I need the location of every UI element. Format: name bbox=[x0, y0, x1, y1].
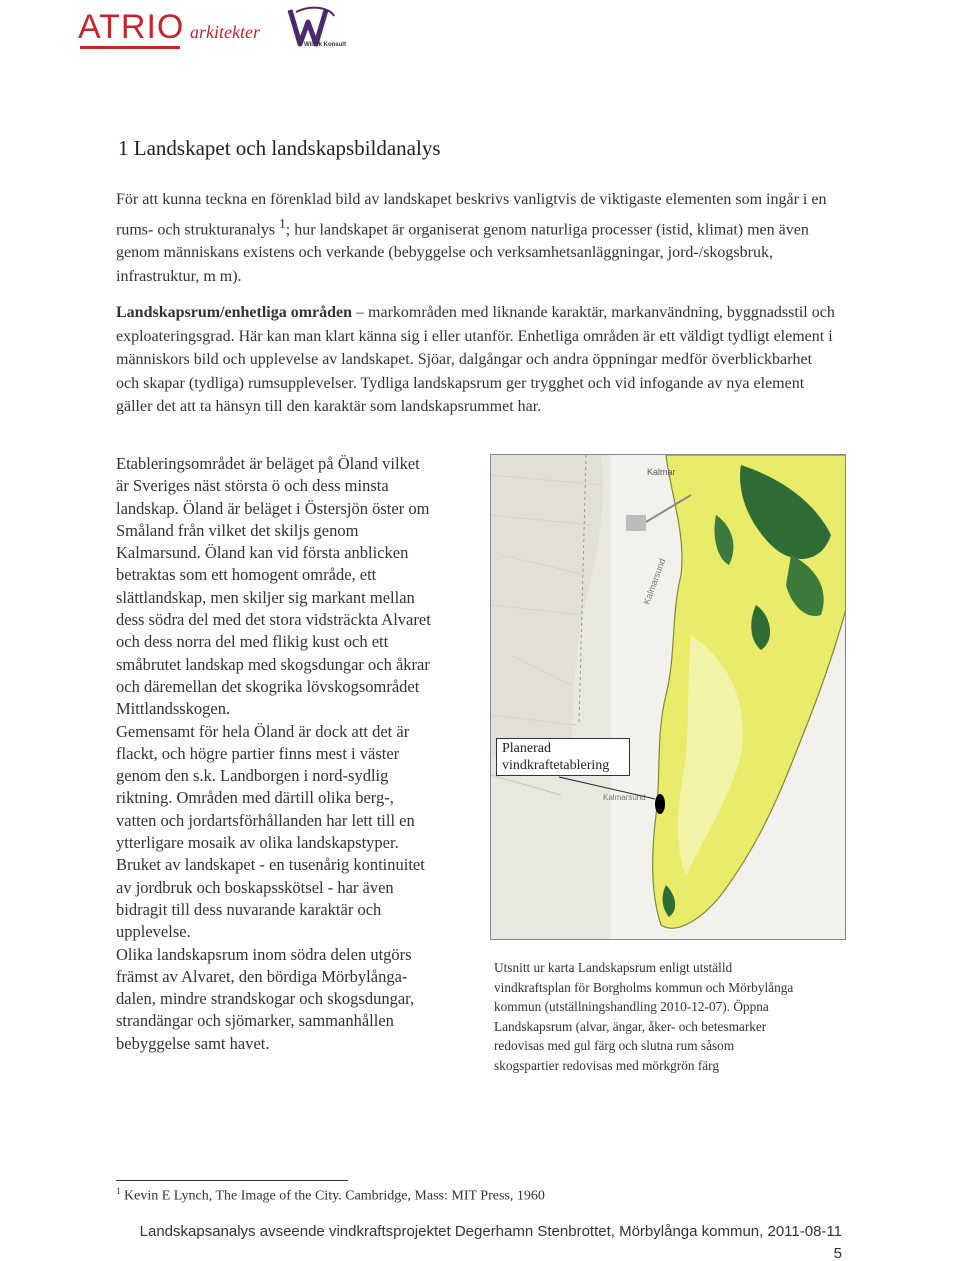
landskapsrum-paragraph: Landskapsrum/enhetliga områden – markområden med liknande karaktär, markanvändning, byggnadsstil och exploateringsgrad. Här kan man klart känna sig i eller utanför. Enhetliga områden är ett väldigt tydligt element i människors bild och upplevelse av landskapet. Sjöar, dalgångar och andra öppningar medför överblickbarhet och skapar (tydliga) rumsupplevelser. Tydliga landskapsrum ger trygghet och vid infogande av nya element gäller det att ta hänsyn till den karaktär som landskapsrummet har. bbox=[116, 304, 835, 415]
site-marker bbox=[655, 794, 665, 814]
map-callout: Planerad vindkraftetablering bbox=[496, 738, 630, 776]
kalmar-town bbox=[626, 515, 646, 531]
page-footer: Landskapsanalys avseende vindkraftsprojektet Degerhamn Stenbrottet, Mörbylånga kommun, 2011-08-11 bbox=[139, 1223, 842, 1240]
intro-paragraph: För att kunna teckna en förenklad bild av landskapet beskrivs vanligtvis de viktigaste elementen som ingår i en rums- och strukturanalys $^1$; hur landskapet är organiserat genom naturliga processer (istid, klimat) men även genom människans existens och verkande (bebyggelse och verksamhetsanläggningar, jord-/skogsbruk, infrastruktur, m m). bbox=[116, 191, 827, 285]
footnote-rule bbox=[116, 1180, 348, 1181]
section-title: 1 Landskapet och landskapsbildanalys bbox=[118, 136, 441, 160]
atrio-logo-underline bbox=[80, 46, 180, 49]
atrio-logo-subtitle: arkitekter bbox=[190, 22, 260, 42]
page-number: 5 bbox=[833, 1245, 842, 1261]
wilark-logo-text: Wilark Konsult bbox=[304, 42, 346, 48]
atrio-logo: ATRIO bbox=[78, 8, 184, 47]
footnote-reference: 1 bbox=[279, 215, 286, 231]
header-logos bbox=[78, 6, 368, 54]
label-kalmar: Kalmar bbox=[647, 467, 676, 477]
footnote: $^1$ Kevin E Lynch, The Image of the City. Cambridge, Mass: MIT Press, 1960 bbox=[116, 1186, 545, 1204]
label-kalmarsund: Kalmarsund bbox=[641, 557, 668, 606]
label-kalmarsund-south: Kalmarsund bbox=[603, 793, 646, 802]
map-graphic bbox=[491, 455, 846, 940]
oland-description: Etableringsområdet är beläget på Öland vilket är Sveriges näst största ö och dess minsta landskap. Öland är beläget i Östersjön öster om Småland från vilket det skiljs genom Kalmarsund. Öland kan vid första anblicken betraktas som ett homogent område, ett slättlandskap, men skiljer sig markant mellan dess södra del med det stora vidsträckta Alvaret och dess norra del med flikig kust och ett småbrutet landskap med skogsdungar och åkrar och däremellan det skogrika lövskogsområdet Mittlandsskogen. Gemensamt för hela Öland är dock att det är flackt, och högre partier finns mest i väster genom den s.k. Landborgen i nord-sydlig riktning. Områden med därtill olika berg-, vatten och jordartsförhållanden har lett till en ytterligare mosaik av olika landskapstyper. Bruket av landskapet - en tusenårig kontinuitet av jordbruk och boskapsskötsel - har även bidragit till dess nuvarande karaktär och upplevelse. Olika landskapsrum inom södra delen utgörs främst av Alvaret, den bördiga Mörbylånga- dalen, mindre strandskogar och skogsdungar, strandängar och sjömarker, sammanhållen bebyggelse samt havet. bbox=[116, 454, 431, 1053]
map-caption: Utsnitt ur karta Landskapsrum enligt utställd vindkraftsplan för Borgholms kommun och Mörbylånga kommun (utställningshandling 2010-12-07). Öppna Landskapsrum (alvar, ängar, åker- och betesmarker redovisas med gul färg och slutna rum såsom skogspartier redovisas med mörkgrön färg bbox=[494, 960, 794, 1073]
landscape-map bbox=[490, 454, 846, 940]
term-landskapsrum: Landskapsrum/enhetliga områden bbox=[116, 304, 353, 321]
